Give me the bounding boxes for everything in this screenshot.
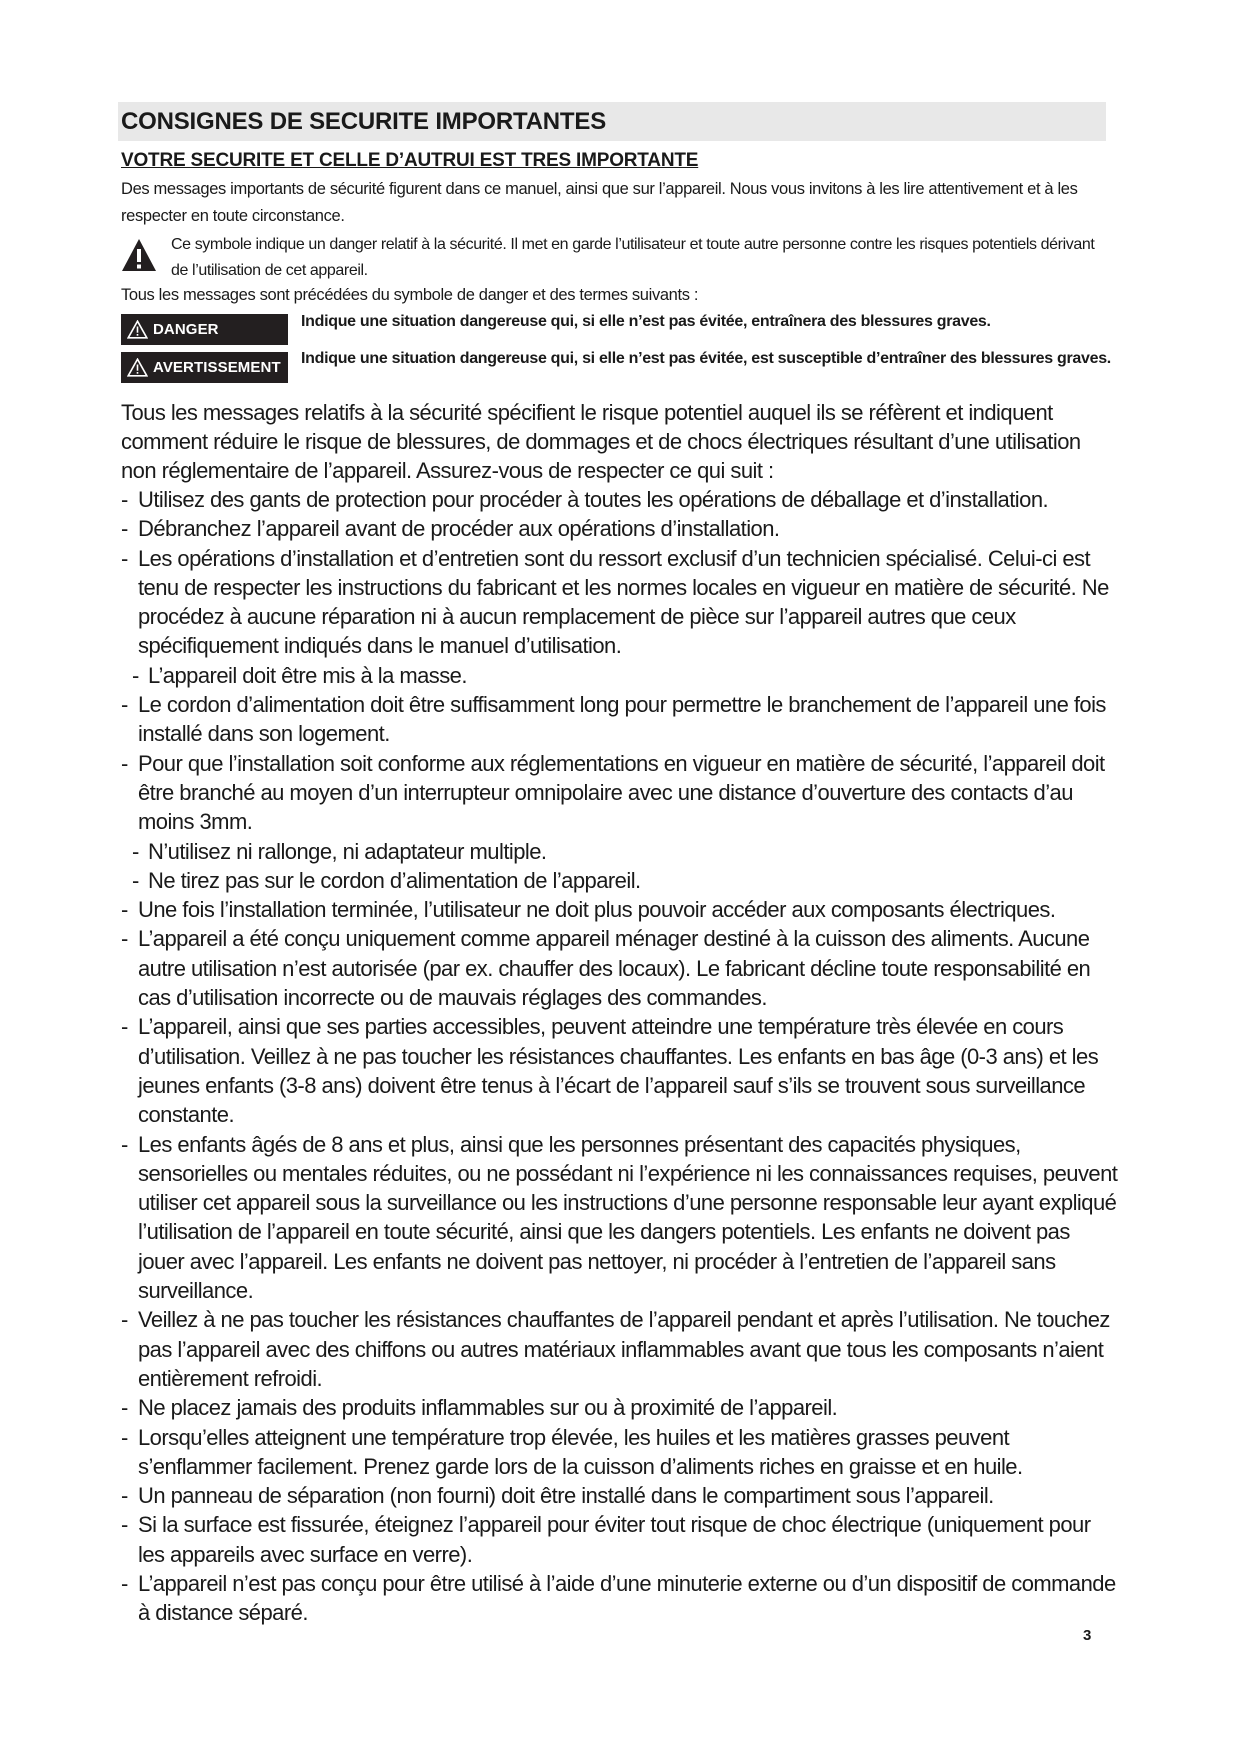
avertissement-label <box>121 352 288 383</box>
list-item: - L’appareil, ainsi que ses parties accessibles, peuvent atteindre une température très élevée en cours d’utilisation. Veillez à ne pas toucher les résistances chauffantes. Les enfants en bas âge (0-3 ans) et les jeunes enfants (3-8 ans) doivent être tenus à l’écart de l’appareil sauf s’ils se trouvent sous surveillance constante. <box>121 1014 1099 1128</box>
safety-list <box>121 485 1121 1628</box>
avertissement-label-text: AVERTISSEMENT <box>153 359 281 376</box>
list-item: - Ne placez jamais des produits inflammables sur ou à proximité de l’appareil. <box>121 1395 838 1421</box>
list-item: - Lorsqu’elles atteignent une température trop élevée, les huiles et les matières grasses peuvent s’enflammer facilement. Prenez garde lors de la cuisson d’aliments riches en graisse et en huile. <box>121 1424 1023 1479</box>
list-item: - Un panneau de séparation (non fourni) doit être installé dans le compartiment sous l’appareil. <box>121 1483 994 1509</box>
safety-symbol-row <box>121 232 1111 284</box>
safety-symbol-text: Ce symbole indique un danger relatif à la sécurité. Il met en garde l’utilisateur et toute autre personne contre les risques potentiels dérivant de l’utilisation de cet appareil. <box>171 236 1095 279</box>
list-item: - Débranchez l’appareil avant de procéder aux opérations d’installation. <box>121 516 780 542</box>
danger-description: Indique une situation dangereuse qui, si elle n’est pas évitée, entraînera des blessures graves. <box>301 313 991 330</box>
list-item: - L’appareil n’est pas conçu pour être utilisé à l’aide d’une minuterie externe ou d’un dispositif de commande à distance séparé. <box>121 1570 1116 1626</box>
section-subtitle: VOTRE SECURITE ET CELLE D’AUTRUI EST TRES IMPORTANTE <box>121 150 699 171</box>
warning-outline-icon <box>127 320 148 339</box>
intro-paragraph: Des messages importants de sécurité figurent dans ce manuel, ainsi que sur l’appareil. Nous vous invitons à les lire attentivement et à les respecter en toute circonstance. <box>121 180 1078 225</box>
warning-outline-icon <box>127 358 148 377</box>
list-item: - N’utilisez ni rallonge, ni adaptateur multiple. <box>132 838 547 864</box>
list-item: - Ne tirez pas sur le cordon d’alimentation de l’appareil. <box>132 867 641 893</box>
terms-intro: Tous les messages sont précédées du symbole de danger et des termes suivants : <box>121 286 699 304</box>
safety-paragraph: Tous les messages relatifs à la sécurité spécifient le risque potentiel auquel ils se réfèrent et indiquent comment réduire le risque de blessures, de dommages et de chocs électriques résultant d’une utilisation non réglementaire de l’appareil. Assurez-vous de respecter ce qui suit : <box>121 400 1081 483</box>
list-item: - Le cordon d’alimentation doit être suffisamment long pour permettre le branchement de l’appareil une fois installé dans son logement. <box>121 692 1106 747</box>
list-item: - Veillez à ne pas toucher les résistances chauffantes de l’appareil pendant et après l’utilisation. Ne touchez pas l’appareil avec des chiffons ou autres matériaux inflammables avant que tous les composants n’aient entièrement refroidi. <box>121 1307 1110 1391</box>
list-item: - Si la surface est fissurée, éteignez l’appareil pour éviter tout risque de choc électrique (uniquement pour les appareils avec surface en verre). <box>121 1512 1091 1567</box>
danger-label-text: DANGER <box>153 321 219 338</box>
warning-triangle-icon <box>121 238 157 272</box>
list-item: - L’appareil a été conçu uniquement comme appareil ménager destiné à la cuisson des aliments. Aucune autre utilisation n’est autorisée (par ex. chauffer des locaux). Le fabricant décline toute responsabilité en cas d’utilisation incorrecte ou de mauvais réglages des commandes. <box>121 926 1091 1011</box>
section-title: CONSIGNES DE SECURITE IMPORTANTES <box>118 102 1106 141</box>
list-item: - Les enfants âgés de 8 ans et plus, ainsi que les personnes présentant des capacités physiques, sensorielles ou mentales réduites, ou ne possédant ni l’expérience ni les connaissances requises, peuvent utiliser cet appareil sous la surveillance ou les instructions d’une personne responsable leur ayant expliqué l’utilisation de l’appareil en toute sécurité, ainsi que les dangers potentiels. Les enfants ne doivent pas jouer avec l’appareil. Les enfants ne doivent pas nettoyer, ni procéder à l’entretien de l’appareil sans surveillance. <box>121 1131 1118 1304</box>
list-item: - Utilisez des gants de protection pour procéder à toutes les opérations de déballage et d’installation. <box>121 487 1049 512</box>
page-number: 3 <box>1083 1627 1092 1644</box>
danger-label <box>121 314 288 345</box>
list-item: - Une fois l’installation terminée, l’utilisateur ne doit plus pouvoir accéder aux composants électriques. <box>121 897 1056 923</box>
list-item: - L’appareil doit être mis à la masse. <box>132 662 467 688</box>
avertissement-description: Indique une situation dangereuse qui, si elle n’est pas évitée, est susceptible d’entraîner des blessures graves. <box>301 350 1111 367</box>
list-item: - Les opérations d’installation et d’entretien sont du ressort exclusif d’un technicien spécialisé. Celui-ci est tenu de respecter les instructions du fabricant et les normes locales en vigueur en matière de sécurité. Ne procédez à aucune réparation ni à aucun remplacement de pièce sur l’appareil autres que ceux spécifiquement indiqués dans le manuel d’utilisation. <box>121 545 1109 659</box>
list-item: - Pour que l’installation soit conforme aux réglementations en vigueur en matière de sécurité, l’appareil doit être branché au moyen d’un interrupteur omnipolaire avec une distance d’ouverture des contacts d’au moins 3mm. <box>121 750 1105 835</box>
